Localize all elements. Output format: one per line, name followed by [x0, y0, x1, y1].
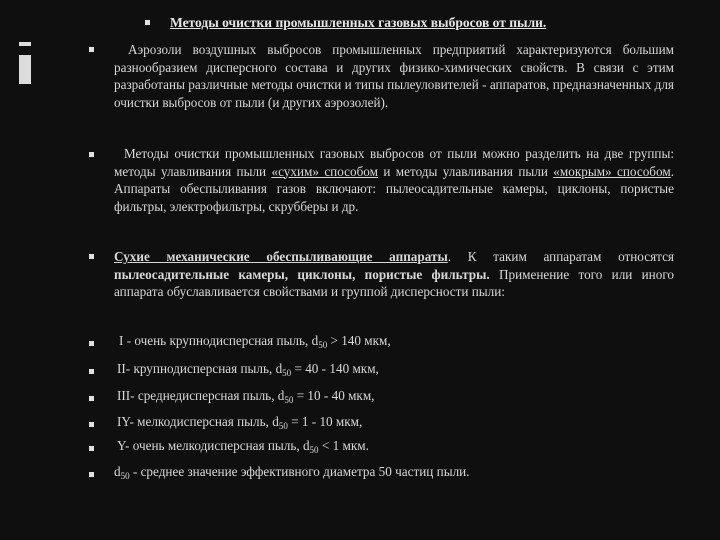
class-3-text: III- среднедисперсная пыль, d — [117, 388, 285, 403]
bullet-class-5 — [89, 446, 94, 451]
p2-text-a: Методы очистки промышленных газовых выбросов от пыли можно разделить на две группы: методы улавливания пыли — [114, 146, 674, 179]
class-item-3 — [117, 388, 374, 404]
bullet-p3 — [89, 254, 94, 259]
paragraph-dry-apparatus — [114, 248, 674, 301]
class-1-sub: 50 — [318, 340, 328, 350]
decorative-bar-top — [19, 42, 31, 46]
bullet-p2 — [89, 152, 94, 157]
bullet-class-1 — [89, 341, 94, 346]
class-4-range: = 1 - 10 мкм, — [287, 414, 363, 429]
class-4-sub: 50 — [278, 421, 288, 431]
p2-text-c: . Аппараты обеспыливания газов включают: пылеосадительные камеры, циклоны, пористые фильтры, электрофильтры, скрубберы и др. — [114, 163, 674, 214]
p2-dry-method: «сухим» способом — [271, 163, 378, 179]
class-1-text: I - очень крупнодисперсная пыль, d — [119, 333, 319, 348]
class-3-sub: 50 — [284, 395, 294, 405]
note-d: d — [114, 464, 121, 479]
class-5-range: < 1 мкм. — [318, 438, 369, 453]
bullet-class-4 — [89, 422, 94, 427]
bullet-class-2 — [89, 369, 94, 374]
bullet-title — [145, 20, 150, 25]
class-3-range: = 10 - 40 мкм, — [293, 388, 375, 403]
p3-heading: Сухие механические обеспыливающие аппараты — [114, 249, 448, 264]
p3-text-d: Применение того или иного аппарата обуславливается свойствами и группой дисперсности пыли: — [114, 266, 674, 300]
class-5-sub: 50 — [309, 445, 319, 455]
decorative-bar-bottom — [19, 55, 31, 84]
paragraph-aerosols: Аэрозоли воздушных выбросов промышленных предприятий характеризуются большим разнообразием дисперсного состава и других физико-химических свойств. В связи с этим разработаны различные методы очистки и типы пылеуловителей - аппаратов, предназначенных для очистки выбросов от пыли (и других аэрозолей). — [114, 42, 674, 110]
p2-text-b: и методы улавливания пыли — [378, 163, 554, 179]
bullet-p1 — [89, 47, 94, 52]
class-item-5 — [117, 438, 369, 454]
paragraph-methods — [114, 145, 674, 215]
class-2-text: II- крупнодисперсная пыль, d — [117, 361, 283, 376]
class-2-range: = 40 - 140 мкм, — [291, 361, 379, 376]
bullet-note — [89, 472, 94, 477]
class-4-text: IY- мелкодисперсная пыль, d — [117, 414, 279, 429]
note-sub: 50 — [120, 471, 130, 481]
p3-apparatus-list: пылеосадительные камеры, циклоны, пористые фильтры. — [114, 266, 490, 282]
note-text: - среднее значение эффективного диаметра 50 частиц пыли. — [129, 464, 470, 479]
class-item-2 — [117, 361, 379, 377]
class-2-sub: 50 — [282, 368, 292, 378]
class-item-4 — [117, 414, 362, 430]
class-item-1 — [119, 333, 391, 349]
d50-definition — [114, 464, 470, 480]
class-1-range: > 140 мкм, — [327, 333, 391, 348]
p3-text-b: . К таким аппаратам относятся — [447, 249, 674, 264]
slide-title: Методы очистки промышленных газовых выбросов от пыли. — [170, 15, 547, 30]
class-5-text: Y- очень мелкодисперсная пыль, d — [117, 438, 310, 453]
p2-wet-method: «мокрым» способом — [553, 163, 671, 179]
bullet-class-3 — [89, 396, 94, 401]
